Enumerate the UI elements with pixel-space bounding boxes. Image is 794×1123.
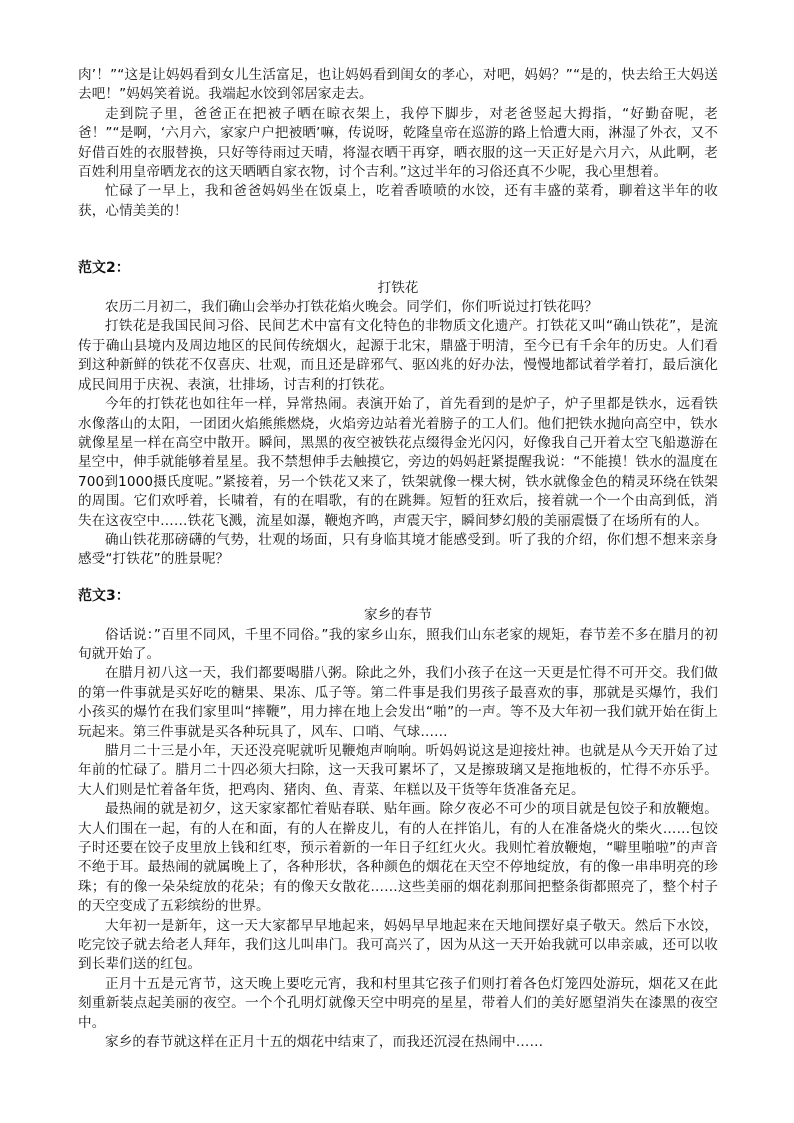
intro-paragraph-3: 忙碌了一早上，我和爸爸妈妈坐在饭桌上，吃着香喷喷的水饺，还有丰盛的菜肴，聊着这半年的收获，心情美美的！ bbox=[78, 183, 718, 219]
essay-3-paragraph-1: 俗话说：”百里不同风，千里不同俗。”我的家乡山东，照我们山东老家的规矩，春节差不多在腊月的初旬就开始了。 bbox=[78, 626, 718, 662]
essay-3-paragraph-5: 大年初一是新年，这一天大家都早早地起来，妈妈早早地起来在天地间摆好桌子敬天。然后下水饺，吃完饺子就去给老人拜年，我们这儿叫串门。我可高兴了，因为从这一天开始我就可以串亲戚，还可以收到长辈们送的红包。 bbox=[78, 917, 718, 973]
essay-3-paragraph-6: 正月十五是元宵节，这天晚上要吃元宵，我和村里其它孩子们则打着各色灯笼四处游玩，烟花又在此刻重新装点起美丽的夜空。一个个孔明灯就像天空中明亮的星星，带着人们的美好愿望消失在漆黑的夜空中。 bbox=[78, 975, 718, 1031]
section-label-3: 范文3： bbox=[78, 587, 130, 604]
intro-paragraph-2: 走到院子里，爸爸正在把被子晒在晾衣架上，我停下脚步，对老爸竖起大拇指，“好勤奋呢，老爸！”“是啊，‘六月六，家家户户把被晒’嘛，传说呀，乾隆皇帝在巡游的路上恰遭大雨，淋湿了外衣，又不好借百姓的衣服替换，只好等待雨过天晴，将湿衣晒干再穿，晒衣服的这一天正好是六月六，从此啊，老百姓利用皇帝晒龙衣的这天晒晒自家衣物，讨个吉利。”这过半年的习俗还真不少呢，我心里想着。 bbox=[78, 105, 718, 181]
essay-3-paragraph-4: 最热闹的就是初夕，这天家家都忙着贴春联、贴年画。除夕夜必不可少的项目就是包饺子和放鞭炮。大人们围在一起，有的人在和面，有的人在擀皮儿，有的人在拌馅儿，有的人在准备烧火的柴火……包饺子时还要在饺子皮里放上钱和红枣，预示着新的一年日子红红火火。我则忙着放鞭炮，“噼里啪啦”的声音不绝于耳。最热闹的就属晚上了，各种形状，各种颜色的烟花在天空不停地绽放，有的像一串串明亮的珍珠；有的像一朵朵绽放的花朵；有的像天女散花……这些美丽的烟花刹那间把整条街都照亮了，整个村子的天空变成了五彩缤纷的世界。 bbox=[78, 801, 718, 915]
essay-title-2: 打铁花 bbox=[377, 279, 419, 296]
section-label-2: 范文2： bbox=[78, 260, 130, 277]
essay-2-paragraph-1: 农历二月初二，我们确山会举办打铁花焰火晚会。同学们，你们听说过打铁花吗？ bbox=[105, 299, 598, 316]
essay-title-3: 家乡的春节 bbox=[364, 607, 432, 624]
document-page bbox=[78, 66, 718, 1053]
essay-2-paragraph-3: 今年的打铁花也如往年一样，异常热闹。表演开始了，首先看到的是炉子，炉子里都是铁水，远看铁水像落山的太阳，一团团火焰熊熊燃烧，火焰旁边站着光着膀子的工人们。他们把铁水抛向高空中，铁水就像星星一样在高空中散开。瞬间，黑黑的夜空被铁花点缀得金光闪闪，好像我自己开着太空飞船遨游在星空中，伸手就能够着星星。我不禁想伸手去触摸它，旁边的妈妈赶紧提醒我说：“不能摸！铁水的温度在700到1000摄氏度呢。”紧接着，另一个铁花又来了，铁架就像一棵大树，铁水就像金色的精灵环绕在铁架的周围。它们欢呼着，长啸着，有的在唱歌，有的在跳舞。短暂的狂欢后，接着就一个一个由高到低，消失在这夜空中……铁花飞溅，流星如瀑，鞭炮齐鸣，声震天宇，瞬间梦幻般的美丽震慑了在场所有的人。 bbox=[78, 396, 718, 529]
intro-paragraph-1: 肉’！”“这是让妈妈看到女儿生活富足，也让妈妈看到闺女的孝心，对吧，妈妈？”“是的，快去给王大妈送去吧！”妈妈笑着说。我端起水饺到邻居家走去。 bbox=[78, 67, 718, 103]
essay-3-paragraph-7: 家乡的春节就这样在正月十五的烟花中结束了，而我还沉浸在热闹中…… bbox=[105, 1034, 544, 1051]
essay-2-paragraph-2: 打铁花是我国民间习俗、民间艺术中富有文化特色的非物质文化遗产。打铁花又叫“确山铁花”，是流传于确山县境内及周边地区的民间传统烟火，起源于北宋，鼎盛于明清，至今已有千余年的历史。人们看到这种新鲜的铁花不仅喜庆、壮观，而且还是辟邪气、驱凶兆的好办法，慢慢地都试着学着打，最后演化成民间用于庆祝、表演，壮排场，讨吉利的打铁花。 bbox=[78, 318, 718, 393]
essay-2-paragraph-4: 确山铁花那磅礴的气势，壮观的场面，只有身临其境才能感受到。听了我的介绍，你们想不想来亲身感受“打铁花”的胜景呢？ bbox=[78, 531, 718, 568]
essay-3-paragraph-3: 腊月二十三是小年，天还没亮呢就听见鞭炮声响响。听妈妈说这是迎接灶神。也就是从今天开始了过年前的忙碌了。腊月二十四必须大扫除，这一天我可累坏了，又是擦玻璃又是拖地板的，忙得不亦乐乎。大人们则是忙着备年货，把鸡肉、猪肉、鱼、青菜、年糕以及干货等年货准备充足。 bbox=[78, 743, 718, 798]
essay-3-paragraph-2: 在腊月初八这一天，我们都要喝腊八粥。除此之外，我们小孩子在这一天更是忙得不可开交。我们做的第一件事就是买好吃的糖果、果冻、瓜子等。第二件事是我们男孩子最喜欢的事，那就是买爆竹，我们小孩买的爆竹在我们家里叫“摔鞭”，用力摔在地上会发出“啪”的一声。等不及大年初一我们就开始在街上玩起来。第三件事就是买各种玩具了，风车、口哨、气球…… bbox=[78, 665, 718, 740]
